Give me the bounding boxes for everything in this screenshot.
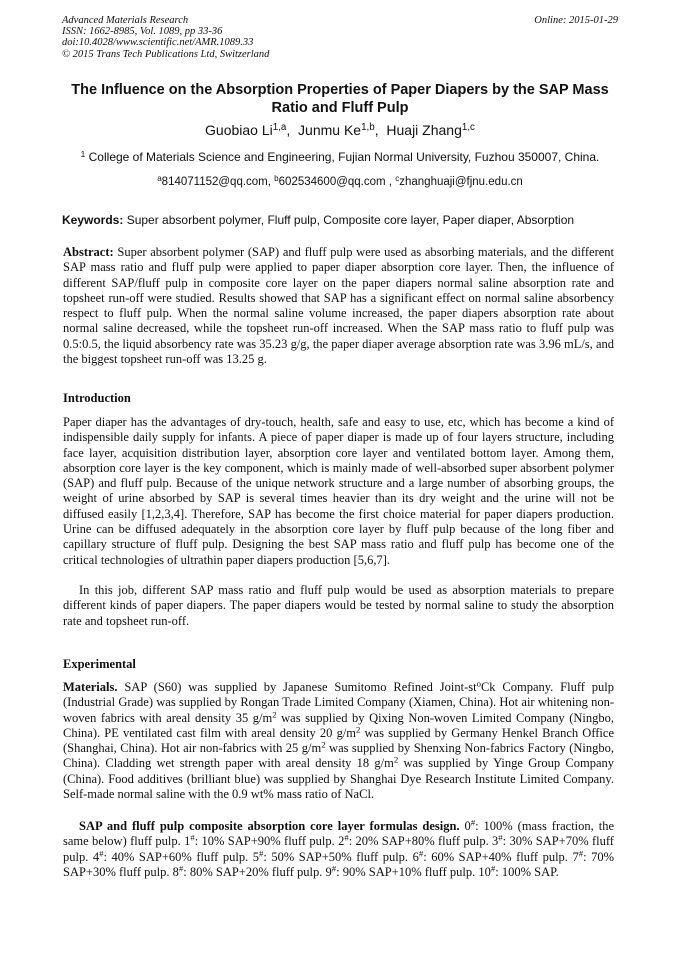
formula-sup: # <box>258 848 264 859</box>
materials-text: was supplied by Germany Henkel Branch Office (Shanghai, China). Hot air non-fabrics with 25 g/m <box>63 725 614 756</box>
email-address: 602534600@qq.com <box>278 176 386 188</box>
paper-title: The Influence on the Absorption Properties of Paper Diapers by the SAP Mass Ratio and Fluff Pulp <box>71 82 609 116</box>
abstract-text: Super absorbent polymer (SAP) and fluff pulp were used as absorbing materials, and the different SAP mass ratio and fluff pulp were applied to paper diaper absorption core layer. Then, the influence of different SAP/fluff pulp in composite core layer on the paper diapers normal saline absorption rate and topsheet run-off were studied. Results showed that SAP has a significant effect on normal saline absorbency respect to fluff pulp. When the normal saline volume increased, the paper diapers absorption rate about normal saline decreased, while the topsheet run-off increased. When the SAP mass ratio to fluff pulp was 0.5:0.5, the liquid absorbency rate was 35.23 g/g, the paper diaper average absorption rate was 3.96 mL/s, and the biggest topsheet run-off was 13.25 g. <box>63 245 615 367</box>
formula-text: 0 <box>459 819 471 833</box>
author-name: Guobiao Li <box>205 122 273 138</box>
keywords <box>62 212 618 228</box>
email-address: zhanghuaji@fjnu.edu.cn <box>399 176 523 188</box>
introduction-paragraph-2: In this job, different SAP mass ratio and fluff pulp would be used as absorption materials to prepare different kinds of paper diapers. The paper diapers would be tested by normal saline to study the absorption rate and topsheet run-off. <box>63 583 614 628</box>
unit-sup: 2 <box>393 755 399 766</box>
author-affil-sup: 1,a <box>272 122 287 134</box>
formula-text: : 80% SAP+20% fluff pulp. 9 <box>183 864 332 879</box>
journal-header <box>62 15 618 60</box>
formula-sup: # <box>470 817 476 828</box>
abstract-label: Abstract: <box>63 245 114 259</box>
author-list: Guobiao Li$^{1,a}$, Junmu Ke$^{1,b}$, Huaji Zhang$^{1,c}$ <box>205 122 475 138</box>
formulas-paragraph <box>63 819 614 880</box>
unit-sup: 2 <box>321 739 326 750</box>
abstract <box>63 245 614 367</box>
author-name: Huaji Zhang <box>386 122 462 138</box>
formula-sup: # <box>578 848 584 859</box>
email-list: $^a$814071152@qq.com, $^b$602534600@qq.com , $^c$zhanghuaji@fjnu.edu.cn <box>157 173 523 188</box>
affiliation-sup: 1 <box>80 148 86 159</box>
formula-text: : 10% SAP+90% fluff pulp. 2 <box>194 834 345 849</box>
copyright-line: © 2015 Trans Tech Publications Ltd, Switzerland <box>62 48 270 60</box>
materials-text: was supplied by Yinge Group Company (China). Food additives (brilliant blue) was supplied by Shanghai Dye Research Institute Limited Company. Self-made normal saline with the 0.9 wt% mass ratio of NaCl. <box>63 756 614 802</box>
formula-text: : 100% (mass fraction, the same below) fluff pulp. 1 <box>63 819 614 849</box>
formula-text: : 90% SAP+10% fluff pulp. 10 <box>336 864 491 879</box>
email-address: 814071152@qq.com <box>161 176 268 188</box>
formula-text: : 40% SAP+60% fluff pulp. 5 <box>103 849 259 864</box>
formula-text: : 60% SAP+40% fluff pulp. 7 <box>423 849 579 864</box>
formula-text: : 20% SAP+80% fluff pulp. 3 <box>348 834 499 849</box>
formula-sup: # <box>331 863 337 874</box>
materials-paragraph <box>63 680 614 802</box>
materials-text: SAP (S60) was supplied by Japanese Sumitomo Refined Joint-st <box>124 680 477 694</box>
experimental-heading: Experimental <box>63 657 136 671</box>
email-sup: b <box>274 173 279 183</box>
materials-text: was supplied by Shenxing Non-fabrics Factory (Ningbo, China). Cladding wet strength paper with areal density 18 g/m <box>63 741 614 771</box>
materials-text: was supplied by Qixing Non-woven Limited Company (Ningbo, China). PE ventilated cast film with areal density 20 g/m <box>63 710 614 740</box>
formulas-label: SAP and fluff pulp composite absorption core layer formulas design. <box>79 819 460 833</box>
online-date: Online: 2015-01-29 <box>534 15 618 26</box>
introduction-paragraph-1: Paper diaper has the advantages of dry-touch, health, safe and easy to use, etc, which has become a kind of indispensible daily supply for infants. A piece of paper diaper is made up of four layers structure, including face layer, acquisition distribution layer, absorption core layer and ventilated bottom layer. Among them, absorption core layer is the key component, which is mainly made of well-absorbed super absorbent polymer (SAP) and fluff pulp. Because of the unique network structure and a large number of absorbing groups, the weight of urine absorbed by SAP is several times heavier than its dry weight and the urine will not be diffused easily [1,2,3,4]. Therefore, SAP has become the first choice material for paper diapers production. Urine can be diffused adequately in the absorption core layer by fluff pulp because of the long fiber and capillary structure of fluff pulp. Designing the best SAP mass ratio and fluff pulp has become one of the critical technologies of ultrathin paper diapers production [5,6,7]. <box>63 415 614 567</box>
keywords-text: Super absorbent polymer, Fluff pulp, Composite core layer, Paper diaper, Absorption <box>126 213 575 227</box>
materials-text: Ck Company. Fluff pulp (Industrial Grade) was supplied by Rongan Trade Limited Company (Xiamen, China). Hot air whitening non-woven fabrics with areal density 35 g/m <box>63 680 615 725</box>
degree-sup: o <box>476 678 481 689</box>
formula-text: : 70% SAP+30% fluff pulp. 8 <box>63 849 614 879</box>
formula-sup: # <box>344 832 349 843</box>
formula-sup: # <box>99 848 104 859</box>
formula-sup: # <box>490 863 496 874</box>
email-sup: c <box>395 173 400 183</box>
formula-text: : 30% SAP+70% fluff pulp. 4 <box>63 834 614 864</box>
formula-sup: # <box>190 832 195 843</box>
introduction-heading: Introduction <box>63 391 131 405</box>
affiliation <box>62 149 618 165</box>
journal-name: Advanced Materials Research <box>62 15 189 26</box>
formula-sup: # <box>498 832 503 843</box>
formula-sup: # <box>418 848 424 859</box>
affiliation-text: College of Materials Science and Engineering, Fujian Normal University, Fuzhou 350007, China. <box>88 150 600 164</box>
author-affil-sup: 1,b <box>361 122 375 134</box>
formula-text: : 100% SAP. <box>495 864 559 879</box>
doi-line: doi:10.4028/www.scientific.net/AMR.1089.33 <box>62 37 254 49</box>
issn-line: ISSN: 1662-8985, Vol. 1089, pp 33-36 <box>62 26 223 38</box>
author-name: Junmu Ke <box>298 122 362 138</box>
materials-label: Materials. <box>63 680 118 694</box>
unit-sup: 2 <box>272 709 277 720</box>
unit-sup: 2 <box>356 724 361 735</box>
author-affil-sup: 1,c <box>461 122 475 134</box>
formula-text: : 50% SAP+50% fluff pulp. 6 <box>263 849 419 864</box>
email-sup: a <box>157 173 162 183</box>
formula-sup: # <box>178 863 184 874</box>
keywords-label: Keywords: <box>62 213 124 227</box>
